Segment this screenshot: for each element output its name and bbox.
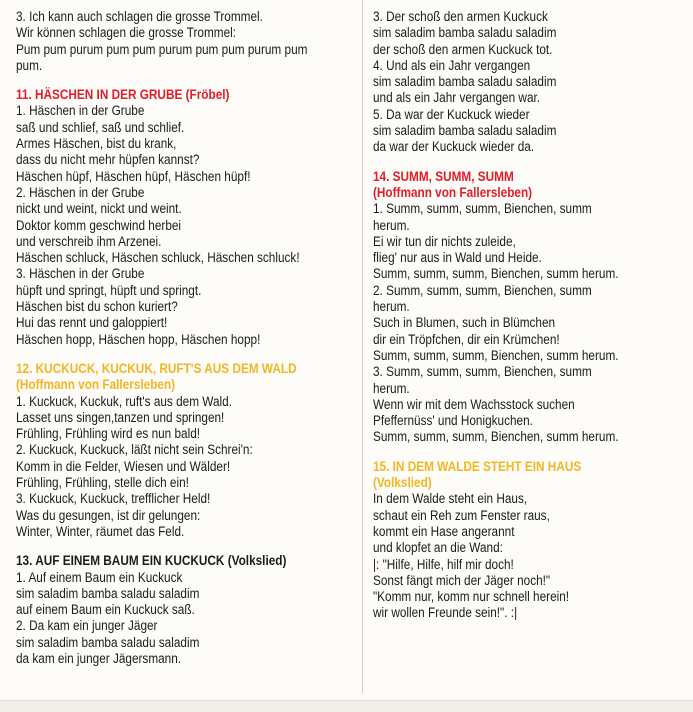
song-11 (16, 87, 349, 348)
lyric-line: sim saladim bamba saladu saladim (373, 74, 557, 90)
lyric-line: wir wollen Freunde sein!". :| (373, 605, 518, 621)
lyric-line: Sonst fängt mich der Jäger noch!" (373, 572, 551, 588)
lyric-line: flieg' nur aus in Wald und Heide. (373, 250, 542, 266)
lyric-line: 2. Summ, summ, summ, Bienchen, summ (373, 282, 592, 298)
left-column (16, 9, 349, 680)
song-14 (373, 169, 693, 446)
lyric-line: nickt und weint, nickt und weint. (16, 201, 182, 217)
lyric-line: kommt ein Hase angerannt (373, 523, 515, 539)
lyric-line: 3. Der schoß den armen Kuckuck (373, 9, 548, 24)
lyric-line: 3. Ich kann auch schlagen die grosse Trommel. (16, 9, 263, 24)
lyric-line: und klopfet an die Wand: (373, 540, 503, 556)
lyric-line: pum. (16, 57, 43, 73)
lyric-line: Lasset uns singen,tanzen und springen! (16, 409, 225, 425)
lyric-line: Summ, summ, summ, Bienchen, summ herum. (373, 429, 619, 445)
page-bottom-edge (0, 700, 693, 712)
lyric-line: sim saladim bamba saladu saladim (16, 585, 200, 601)
song-14-subtitle: (Hoffmann von Fallersleben) (373, 184, 533, 200)
song-13-title-suffix: (Volkslied) (227, 553, 287, 569)
song-12-title: 12. KUCKUCK, KUCKUK, RUFT'S AUS DEM WALD (16, 360, 297, 376)
lyric-line: 2. Da kam ein junger Jäger (16, 618, 158, 634)
lyric-line: 1. Häschen in der Grube (16, 103, 145, 119)
song-13-title-main: 13. AUF EINEM BAUM EIN KUCKUCK (16, 553, 225, 569)
lyric-line: 2. Kuckuck, Kuckuck, läßt nicht sein Schrei'n: (16, 442, 253, 458)
lyric-line: 3. Kuckuck, Kuckuck, trefflicher Held! (16, 491, 211, 507)
lyric-line: sim saladim bamba saladu saladim (373, 123, 557, 139)
lyric-line: Summ, summ, summ, Bienchen, summ herum. (373, 266, 619, 282)
song-10-continuation (16, 9, 349, 74)
lyric-line: "Komm nur, komm nur schnell herein! (373, 589, 570, 605)
column-divider (362, 0, 363, 693)
lyric-line: 2. Häschen in der Grube (16, 184, 145, 200)
lyric-line: Pum pum purum pum pum purum pum pum purum pum (16, 41, 308, 57)
lyric-line: Häschen bist du schon kuriert? (16, 299, 178, 315)
right-column (373, 9, 693, 635)
lyric-line: da kam ein junger Jägersmann. (16, 650, 182, 666)
lyric-line: Häschen schluck, Häschen schluck, Häschen schluck! (16, 250, 300, 266)
lyric-line: Wenn wir mit dem Wachsstock suchen (373, 396, 575, 412)
lyric-line: Such in Blumen, such in Blümchen (373, 315, 556, 331)
lyric-line: Armes Häschen, bist du krank, (16, 136, 177, 152)
lyric-line: sim saladim bamba saladu saladim (16, 634, 200, 650)
lyric-line: 4. Und als ein Jahr vergangen (373, 57, 531, 73)
lyric-line: 1. Kuckuck, Kuckuk, ruft's aus dem Wald. (16, 393, 232, 409)
lyric-line: der schoß den armen Kuckuck tot. (373, 41, 553, 57)
lyric-line: und verschreib ihm Arzenei. (16, 233, 162, 249)
lyric-line: herum. (373, 217, 410, 233)
lyric-line: Häschen hopp, Häschen hopp, Häschen hopp! (16, 331, 261, 347)
song-11-title: 11. HÄSCHEN IN DER GRUBE (Fröbel) (16, 87, 230, 103)
lyric-line: Pfeffernüss' und Honigkuchen. (373, 413, 533, 429)
lyric-line: |: "Hilfe, Hilfe, hilf mir doch! (373, 556, 514, 572)
lyric-line: saß und schlief, saß und schlief. (16, 119, 185, 135)
lyric-line: 1. Auf einem Baum ein Kuckuck (16, 569, 183, 585)
lyric-line: Häschen hüpf, Häschen hüpf, Häschen hüpf! (16, 168, 251, 184)
song-12 (16, 361, 349, 540)
song-13-continuation (373, 9, 693, 156)
lyric-line: da war der Kuckuck wieder da. (373, 139, 535, 155)
lyric-line: hüpft und springt, hüpft und springt. (16, 282, 202, 298)
lyric-line: herum. (373, 380, 410, 396)
lyric-line: Hui das rennt und galoppiert! (16, 315, 168, 331)
lyric-line: dass du nicht mehr hüpfen kannst? (16, 152, 200, 168)
song-13-title (16, 553, 349, 569)
lyric-line: herum. (373, 299, 410, 315)
lyric-line: sim saladim bamba saladu saladim (373, 25, 557, 41)
lyric-line: Wir können schlagen die grosse Trommel: (16, 25, 237, 41)
lyric-line: Doktor komm geschwind herbei (16, 217, 182, 233)
lyric-line: auf einem Baum ein Kuckuck saß. (16, 602, 195, 618)
lyric-line: und als ein Jahr vergangen war. (373, 90, 541, 106)
lyric-line: 1. Summ, summ, summ, Bienchen, summ (373, 201, 592, 217)
lyric-line: 5. Da war der Kuckuck wieder (373, 106, 530, 122)
song-14-title: 14. SUMM, SUMM, SUMM (373, 168, 514, 184)
lyric-line: Ei wir tun dir nichts zuleide, (373, 233, 516, 249)
lyric-line: Was du gesungen, ist dir gelungen: (16, 507, 201, 523)
lyric-line: In dem Walde steht ein Haus, (373, 491, 528, 507)
song-15-subtitle: (Volkslied) (373, 475, 432, 491)
lyric-line: 3. Summ, summ, summ, Bienchen, summ (373, 364, 592, 380)
lyric-line: Winter, Winter, räumet das Feld. (16, 523, 185, 539)
song-15-title: 15. IN DEM WALDE STEHT EIN HAUS (373, 458, 582, 474)
lyric-line: schaut ein Reh zum Fenster raus, (373, 507, 550, 523)
lyric-line: Summ, summ, summ, Bienchen, summ herum. (373, 347, 619, 363)
song-13 (16, 553, 349, 667)
lyric-line: Komm in die Felder, Wiesen und Wälder! (16, 458, 231, 474)
song-15 (373, 459, 693, 622)
lyric-line: 3. Häschen in der Grube (16, 266, 145, 282)
lyric-line: Frühling, Frühling wird es nun bald! (16, 426, 201, 442)
lyric-line: dir ein Tröpfchen, dir ein Krümchen! (373, 331, 560, 347)
song-12-subtitle: (Hoffmann von Fallersleben) (16, 377, 176, 393)
lyric-line: Frühling, Frühling, stelle dich ein! (16, 475, 189, 491)
